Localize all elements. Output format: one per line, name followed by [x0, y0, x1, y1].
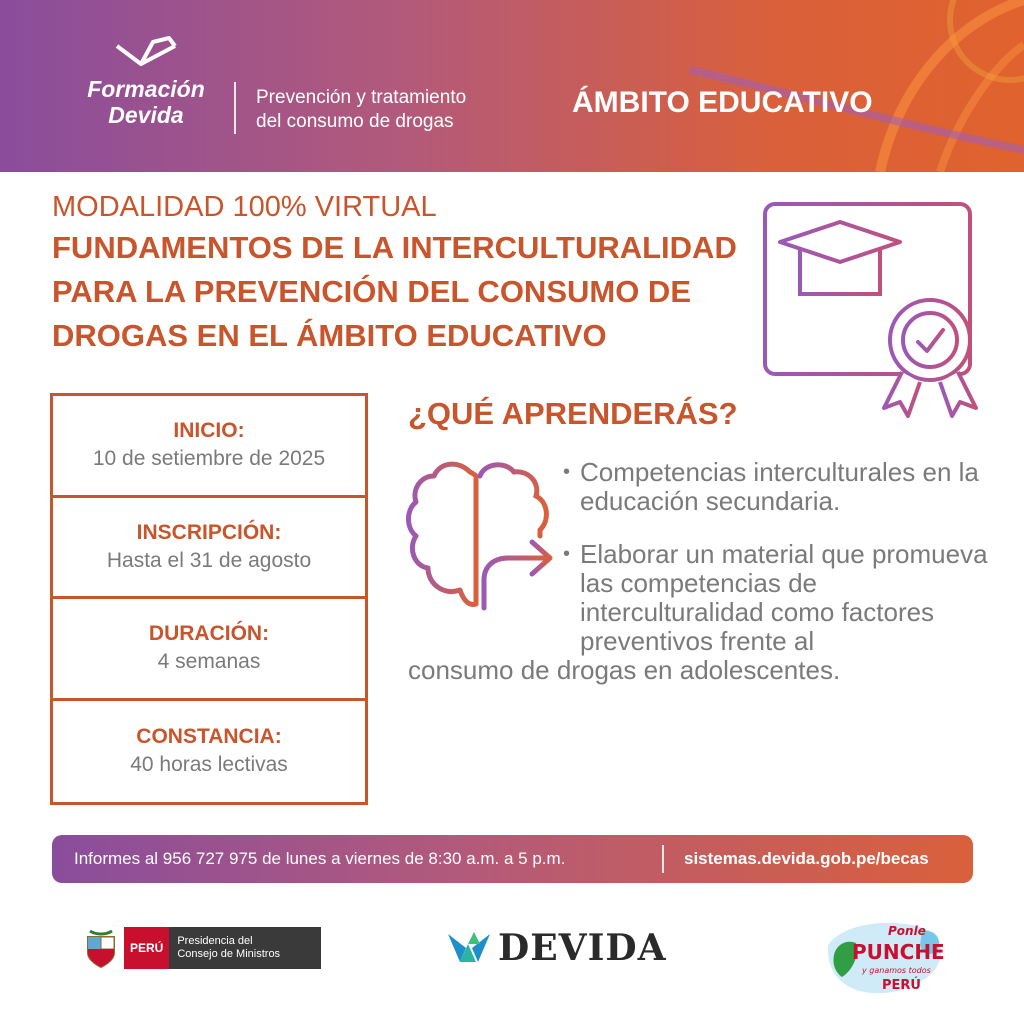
book-icon [111, 34, 181, 72]
learn-item [563, 540, 1003, 656]
info-start-label: INICIO: [173, 419, 245, 443]
brain-icon [404, 458, 554, 618]
brand-name-line1: Formación [87, 76, 205, 102]
devida-mark-icon [446, 928, 492, 968]
contact-info: Informes al 956 727 975 de lunes a viernes de 8:30 a.m. a 5 p.m. [74, 849, 566, 868]
info-duration [53, 599, 365, 701]
info-registration-label: INSCRIPCIÓN: [136, 520, 282, 544]
website-link[interactable]: sistemas.devida.gob.pe/becas [684, 849, 929, 868]
contact-bar [52, 835, 973, 883]
pcm-label-line1: Presidencia del [177, 935, 253, 947]
coat-of-arms-icon [84, 927, 118, 969]
info-registration [53, 498, 365, 600]
header-divider [234, 82, 236, 134]
footer-divider [662, 845, 664, 873]
bullet: • [563, 543, 571, 565]
learn-item [563, 458, 1003, 516]
learn-item-text: Elaborar un material que promueva las competencias de interculturalidad como factores preventivos frente al [580, 539, 988, 656]
punche-text-punche: PUNCHE [852, 940, 945, 964]
info-start-value: 10 de setiembre de 2025 [92, 447, 326, 471]
header-subtitle-line2: del consumo de drogas [256, 111, 454, 132]
info-certificate [53, 701, 365, 803]
scope-title: ÁMBITO EDUCATIVO [572, 86, 873, 119]
course-title [52, 226, 772, 358]
header-subtitle [256, 86, 466, 134]
course-title-line2: PARA LA PREVENCIÓN DEL CONSUMO DE [52, 274, 691, 309]
formacion-devida-logo [76, 34, 216, 128]
info-duration-value: 4 semanas [157, 650, 261, 674]
devida-logo [446, 927, 667, 969]
header-subtitle-line1: Prevención y tratamiento [256, 87, 467, 108]
course-info-table [50, 393, 368, 805]
learn-title: ¿QUÉ APRENDERÁS? [408, 396, 738, 431]
info-certificate-label: CONSTANCIA: [136, 725, 282, 749]
pcm-label [169, 927, 321, 969]
punche-text-ganamos: y ganamos todos [862, 966, 931, 975]
pcm-label-line2: Consejo de Ministros [177, 948, 281, 960]
punche-text-peru: PERÚ [882, 978, 921, 993]
course-title-line3: DROGAS EN EL ÁMBITO EDUCATIVO [52, 318, 607, 353]
info-start [53, 396, 365, 498]
info-duration-label: DURACIÓN: [148, 622, 270, 646]
learn-item-text-end: consumo de drogas en adolescentes. [408, 655, 841, 685]
modality-label: MODALIDAD 100% VIRTUAL [52, 191, 437, 223]
learn-item-text: Competencias interculturales en la educación secundaria. [580, 457, 979, 516]
bullet: • [563, 461, 571, 483]
certificate-icon [760, 196, 980, 421]
info-registration-value: Hasta el 31 de agosto [106, 548, 312, 572]
course-title-line1: FUNDAMENTOS DE LA INTERCULTURALIDAD [52, 230, 737, 265]
header-banner [0, 0, 1024, 172]
peru-label: PERÚ [124, 927, 169, 969]
devida-wordmark: DEVIDA [498, 927, 667, 969]
peru-pcm-logo [84, 927, 321, 969]
punche-text-ponle: Ponle [888, 924, 926, 938]
brand-name-line2: Devida [108, 102, 184, 128]
info-certificate-value: 40 horas lectivas [130, 753, 288, 777]
logos-row [0, 905, 1024, 1005]
ponle-punche-peru-logo [822, 915, 952, 1001]
